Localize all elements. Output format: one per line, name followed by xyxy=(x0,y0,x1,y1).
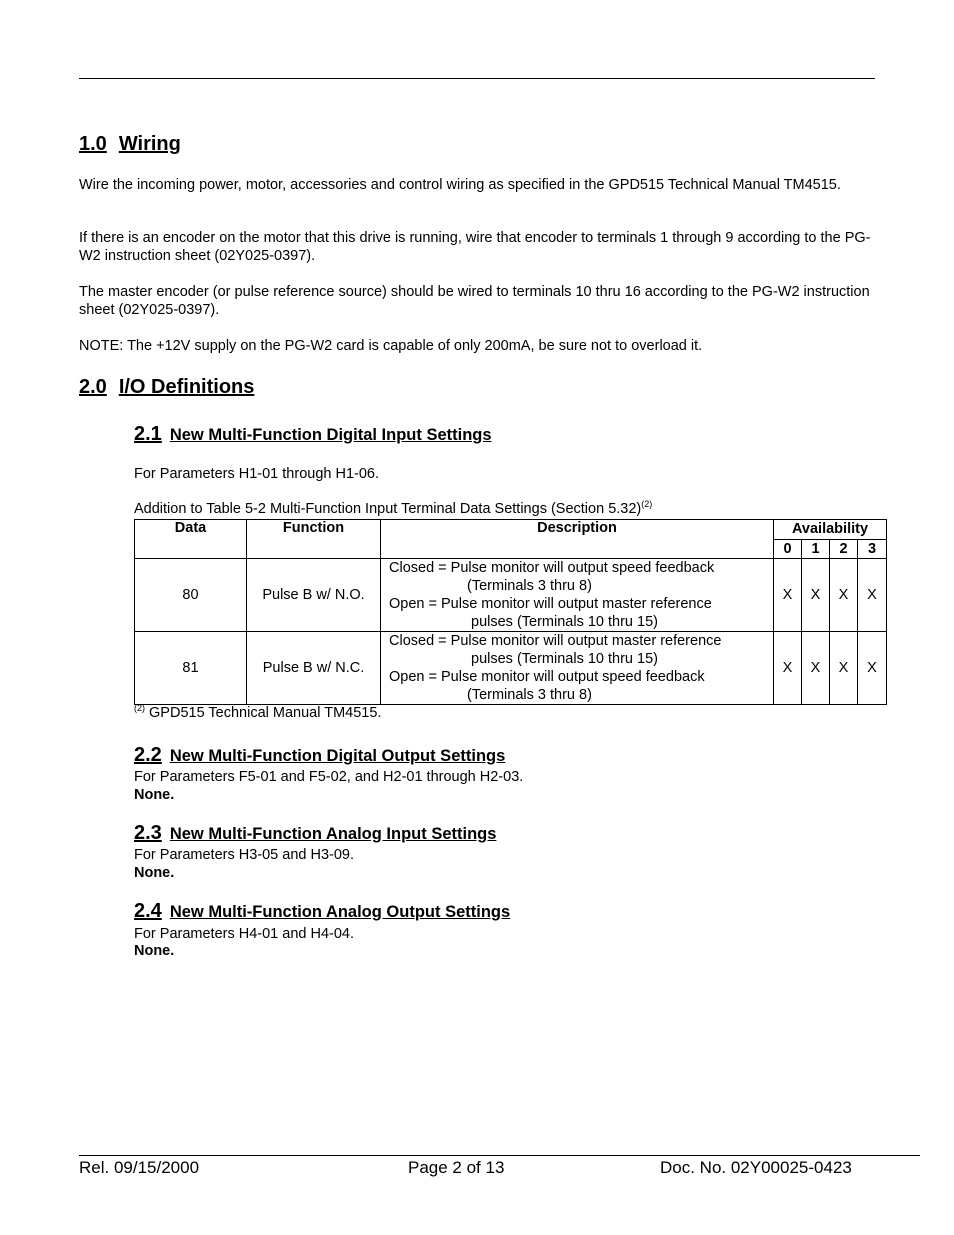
subsection-2-4-params: For Parameters H4-01 and H4-04. xyxy=(134,926,355,942)
cell-data: 80 xyxy=(135,559,247,632)
desc-line: pulses (Terminals 10 thru 15) xyxy=(471,651,658,667)
header-avail-0: 0 xyxy=(774,539,802,559)
desc-line: Open = Pulse monitor will output speed feedback xyxy=(389,669,705,685)
desc-line: Open = Pulse monitor will output master reference xyxy=(389,596,712,612)
paragraph-wiring: Wire the incoming power, motor, accessories and control wiring as specified in the GPD515 Technical Manual TM4515. xyxy=(79,177,841,193)
footer-doc-number: Doc. No. 02Y00025-0423 xyxy=(660,1158,852,1177)
subsection-number: 2.1 xyxy=(134,423,162,445)
footnote-marker: (2) xyxy=(134,703,145,713)
subsection-title: New Multi-Function Digital Output Settings xyxy=(169,747,506,765)
table-caption-text: Addition to Table 5-2 Multi-Function Input Terminal Data Settings (Section 5.32) xyxy=(134,501,642,517)
subsection-number: 2.4 xyxy=(134,900,162,922)
subsection-2-2-heading xyxy=(134,744,505,767)
subsection-number: 2.2 xyxy=(134,744,162,766)
footnote-text: GPD515 Technical Manual TM4515. xyxy=(145,705,382,721)
cell-avail: X xyxy=(830,632,858,705)
paragraph-encoder: If there is an encoder on the motor that this drive is running, wire that encoder to terminals 1 through 9 according to the PG-W2 instruction sheet (02Y025-0397). xyxy=(79,230,871,264)
desc-line: Closed = Pulse monitor will output speed feedback xyxy=(389,560,715,576)
section-title: I/O Definitions xyxy=(118,376,255,398)
desc-line: (Terminals 3 thru 8) xyxy=(467,687,592,703)
footer-release: Rel. 09/15/2000 xyxy=(79,1158,200,1177)
subsection-2-4-value: None. xyxy=(134,943,175,959)
section-2-heading xyxy=(79,376,254,399)
footer-page-number: Page 2 of 13 xyxy=(408,1158,505,1177)
section-number: 1.0 xyxy=(79,133,107,155)
subsection-2-2-value: None. xyxy=(134,787,175,803)
subsection-2-3-value: None. xyxy=(134,865,175,881)
cell-avail: X xyxy=(774,559,802,632)
header-description: Description xyxy=(381,520,774,559)
section-title: Wiring xyxy=(118,133,181,155)
header-data: Data xyxy=(135,520,247,559)
section-number: 2.0 xyxy=(79,376,107,398)
table-row xyxy=(135,632,887,705)
cell-avail: X xyxy=(774,632,802,705)
section-1-heading xyxy=(79,133,181,156)
paragraph-note: NOTE: The +12V supply on the PG-W2 card is capable of only 200mA, be sure not to overload it. xyxy=(79,338,703,354)
subsection-title: New Multi-Function Digital Input Settings xyxy=(169,426,492,444)
cell-avail: X xyxy=(802,559,830,632)
cell-data: 81 xyxy=(135,632,247,705)
footnote-marker: (2) xyxy=(641,499,653,509)
footer-rule xyxy=(79,1155,920,1156)
desc-line: Closed = Pulse monitor will output master reference xyxy=(389,633,722,649)
paragraph-master-encoder: The master encoder (or pulse reference source) should be wired to terminals 10 thru 16 according to the PG-W2 instruction sheet (02Y025-0397). xyxy=(79,284,870,318)
subsection-number: 2.3 xyxy=(134,822,162,844)
data-settings-table xyxy=(134,519,887,705)
cell-function: Pulse B w/ N.O. xyxy=(247,559,381,632)
subsection-2-1-heading xyxy=(134,423,492,446)
header-avail-2: 2 xyxy=(830,539,858,559)
cell-function: Pulse B w/ N.C. xyxy=(247,632,381,705)
table-footnote xyxy=(134,704,894,722)
subsection-2-4-heading xyxy=(134,900,510,923)
cell-avail: X xyxy=(802,632,830,705)
subsection-2-3-params: For Parameters H3-05 and H3-09. xyxy=(134,847,355,863)
table-caption xyxy=(134,500,894,518)
header-rule xyxy=(79,78,875,79)
header-avail-3: 3 xyxy=(858,539,887,559)
cell-description xyxy=(381,559,774,632)
subsection-2-3-heading xyxy=(134,822,496,845)
cell-avail: X xyxy=(858,559,887,632)
cell-avail: X xyxy=(858,632,887,705)
subsection-2-2-params: For Parameters F5-01 and F5-02, and H2-01 through H2-03. xyxy=(134,769,524,785)
desc-line: (Terminals 3 thru 8) xyxy=(467,578,592,594)
subsection-2-1-intro: For Parameters H1-01 through H1-06. xyxy=(134,466,379,482)
header-function: Function xyxy=(247,520,381,559)
desc-line: pulses (Terminals 10 thru 15) xyxy=(471,614,658,630)
header-availability: Availability xyxy=(774,520,887,540)
header-avail-1: 1 xyxy=(802,539,830,559)
table-row xyxy=(135,559,887,632)
subsection-title: New Multi-Function Analog Input Settings xyxy=(169,825,497,843)
subsection-title: New Multi-Function Analog Output Settings xyxy=(169,903,511,921)
cell-avail: X xyxy=(830,559,858,632)
cell-description xyxy=(381,632,774,705)
